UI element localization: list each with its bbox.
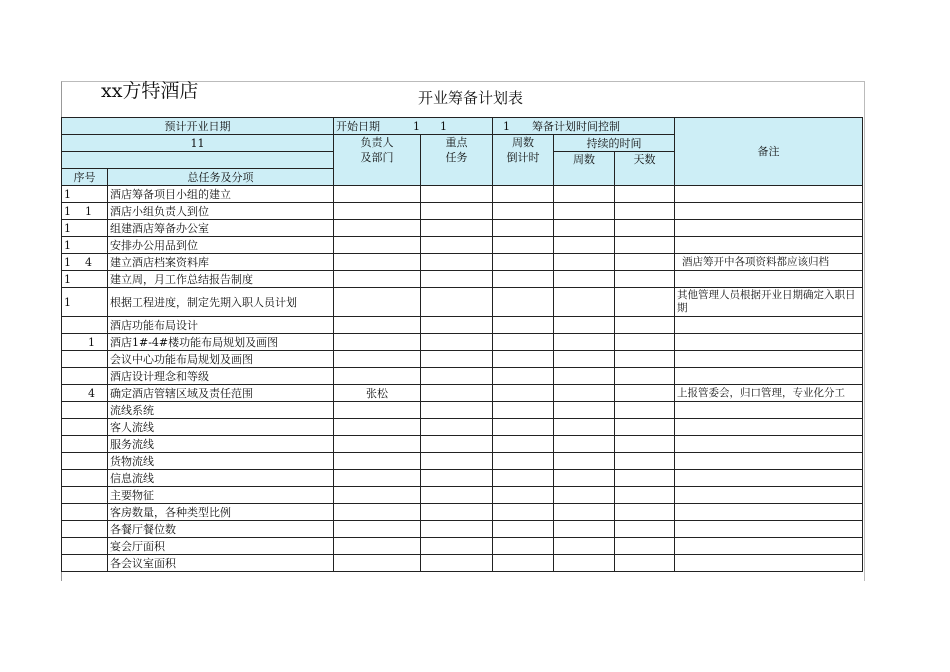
weeks-countdown-cell[interactable] [493,334,554,351]
focus-cell[interactable] [421,504,493,521]
task-cell[interactable]: 宴会厅面积 [108,538,334,555]
focus-cell[interactable] [421,487,493,504]
remark-cell[interactable] [675,220,863,237]
weeks-cell[interactable] [554,237,615,254]
focus-cell[interactable] [421,470,493,487]
seq-cell[interactable] [62,368,108,385]
focus-cell[interactable] [421,453,493,470]
focus-label-line1: 重点 [445,136,468,149]
focus-cell[interactable] [421,385,493,402]
remark-cell[interactable] [675,334,863,351]
remark-cell[interactable] [675,504,863,521]
start-date-cell[interactable] [334,118,493,135]
seq-cell[interactable]: 1 4 [62,254,108,271]
focus-cell[interactable] [421,436,493,453]
weeks-cell[interactable] [554,504,615,521]
weeks-cell[interactable] [554,487,615,504]
plan-title: 开业筹备计划表 [418,89,524,107]
owner-cell[interactable] [334,203,421,220]
start-date-v1: 1 [413,119,420,133]
table-row [62,351,863,368]
weeks-cell[interactable] [554,470,615,487]
task-cell[interactable]: 根据工程进度，制定先期入职人员计划 [108,288,334,317]
seq-cell[interactable] [62,504,108,521]
days-cell[interactable] [615,254,675,271]
days-cell[interactable] [615,555,675,572]
owner-cell[interactable] [334,453,421,470]
focus-cell[interactable] [421,521,493,538]
weeks-countdown-cell[interactable] [493,351,554,368]
owner-cell[interactable] [334,334,421,351]
weeks-cell[interactable] [554,555,615,572]
weeks-cell[interactable] [554,186,615,203]
weeks-countdown-cell[interactable] [493,453,554,470]
weeks-cell[interactable] [554,317,615,334]
remark-cell[interactable] [675,521,863,538]
task-cell[interactable]: 服务流线 [108,436,334,453]
owner-cell[interactable] [334,521,421,538]
weeks-countdown-line1: 周数 [512,136,534,149]
head-row-1 [62,118,863,135]
task-cell[interactable]: 各餐厅餐位数 [108,521,334,538]
weeks-countdown-cell[interactable] [493,288,554,317]
focus-cell[interactable] [421,555,493,572]
task-cell[interactable]: 主要物征 [108,487,334,504]
task-cell[interactable]: 建立周，月工作总结报告制度 [108,271,334,288]
focus-cell[interactable] [421,186,493,203]
weeks-countdown-cell[interactable] [493,436,554,453]
seq-cell[interactable] [62,538,108,555]
weeks-countdown-line2: 倒计时 [506,151,540,164]
owner-cell[interactable] [334,271,421,288]
focus-cell[interactable] [421,368,493,385]
weeks-cell[interactable] [554,368,615,385]
remark-cell[interactable] [675,368,863,385]
owner-cell[interactable] [334,555,421,572]
duration-header[interactable]: 持续的时间 [554,135,675,152]
seq-cell[interactable] [62,453,108,470]
hotel-name: xx方特酒店 [101,80,199,102]
days-cell[interactable] [615,419,675,436]
table-row [62,254,863,271]
table-row [62,453,863,470]
days-cell[interactable] [615,186,675,203]
seq-cell[interactable]: 1 [62,271,108,288]
focus-cell[interactable] [421,288,493,317]
owner-cell[interactable] [334,254,421,271]
task-cell[interactable]: 客房数量，各种类型比例 [108,504,334,521]
weeks-cell[interactable] [554,203,615,220]
table-row [62,186,863,203]
remark-cell[interactable] [675,487,863,504]
days-cell[interactable] [615,288,675,317]
table-row [62,487,863,504]
remark-cell[interactable] [675,186,863,203]
owner-cell[interactable] [334,186,421,203]
table-row [62,555,863,572]
remark-cell[interactable] [675,538,863,555]
weeks-countdown-cell[interactable] [493,254,554,271]
weeks-countdown-cell[interactable] [493,368,554,385]
days-cell[interactable] [615,220,675,237]
days-cell[interactable] [615,453,675,470]
seq-cell[interactable] [62,351,108,368]
remark-cell[interactable] [675,237,863,254]
table-row [62,402,863,419]
days-cell[interactable] [615,402,675,419]
table-row [62,538,863,555]
task-cell[interactable]: 信息流线 [108,470,334,487]
task-cell[interactable]: 酒店功能布局设计 [108,317,334,334]
days-cell[interactable] [615,521,675,538]
expected-open-value[interactable]: 11 [62,135,334,152]
seq-cell[interactable] [62,317,108,334]
owner-cell[interactable] [334,220,421,237]
focus-label-line2: 任务 [445,151,468,164]
seq-cell[interactable]: 4 [62,385,108,402]
seq-cell[interactable] [62,419,108,436]
owner-cell[interactable] [334,436,421,453]
weeks-header[interactable]: 周数 [554,152,615,186]
weeks-cell[interactable] [554,288,615,317]
task-cell[interactable]: 酒店1#-4#楼功能布局规划及画图 [108,334,334,351]
table-row [62,504,863,521]
start-date-label: 开始日期 [336,119,380,133]
focus-cell[interactable] [421,317,493,334]
task-header[interactable]: 总任务及分项 [108,169,334,186]
weeks-countdown-cell[interactable] [493,385,554,402]
seq-cell[interactable] [62,487,108,504]
days-cell[interactable] [615,203,675,220]
remark-cell[interactable]: 酒店筹开中各项资料都应该归档 [675,254,863,271]
owner-label-line1: 负责人 [360,136,394,149]
weeks-cell[interactable] [554,271,615,288]
seq-cell[interactable] [62,521,108,538]
table-row [62,271,863,288]
weeks-countdown-cell[interactable] [493,237,554,254]
weeks-countdown-cell[interactable] [493,419,554,436]
seq-header[interactable]: 序号 [62,169,108,186]
owner-cell[interactable] [334,237,421,254]
table-row [62,368,863,385]
days-cell[interactable] [615,504,675,521]
days-cell[interactable] [615,470,675,487]
owner-cell[interactable] [334,419,421,436]
owner-cell[interactable] [334,288,421,317]
task-cell[interactable]: 货物流线 [108,453,334,470]
weeks-cell[interactable] [554,351,615,368]
focus-cell[interactable] [421,419,493,436]
weeks-countdown-cell[interactable] [493,220,554,237]
focus-cell[interactable] [421,351,493,368]
owner-header[interactable] [334,135,421,186]
seq-cell[interactable] [62,436,108,453]
weeks-countdown-cell[interactable] [493,521,554,538]
table-row [62,220,863,237]
days-cell[interactable] [615,487,675,504]
focus-cell[interactable] [421,538,493,555]
owner-cell[interactable] [334,317,421,334]
task-cell[interactable]: 酒店筹备项目小组的建立 [108,186,334,203]
owner-cell[interactable] [334,504,421,521]
remarks-header[interactable]: 备注 [675,118,863,186]
weeks-countdown-cell[interactable] [493,538,554,555]
owner-cell[interactable] [334,402,421,419]
seq-cell[interactable]: 1 [62,237,108,254]
weeks-cell[interactable] [554,538,615,555]
days-cell[interactable] [615,237,675,254]
focus-cell[interactable] [421,203,493,220]
weeks-countdown-cell[interactable] [493,470,554,487]
focus-cell[interactable] [421,271,493,288]
task-cell[interactable]: 安排办公用品到位 [108,237,334,254]
days-cell[interactable] [615,351,675,368]
table-row [62,419,863,436]
time-control-cell[interactable] [493,118,675,135]
task-cell[interactable]: 会议中心功能布局规划及画图 [108,351,334,368]
weeks-countdown-cell[interactable] [493,555,554,572]
task-cell[interactable]: 流线系统 [108,402,334,419]
expected-open-label[interactable]: 预计开业日期 [62,118,334,135]
table-row [62,436,863,453]
weeks-cell[interactable] [554,334,615,351]
focus-cell[interactable] [421,402,493,419]
owner-label-line2: 及部门 [360,151,394,164]
remark-cell[interactable]: 其他管理人员根据开业日期确定入职日期 [675,288,863,317]
weeks-cell[interactable] [554,419,615,436]
remark-cell[interactable] [675,271,863,288]
weeks-cell[interactable] [554,220,615,237]
table-row [62,237,863,254]
weeks-countdown-cell[interactable] [493,203,554,220]
weeks-countdown-cell[interactable] [493,504,554,521]
table-row [62,521,863,538]
seq-cell[interactable] [62,470,108,487]
remark-cell[interactable] [675,555,863,572]
days-cell[interactable] [615,538,675,555]
remark-cell[interactable] [675,351,863,368]
task-cell[interactable]: 组建酒店筹备办公室 [108,220,334,237]
seq-cell[interactable] [62,555,108,572]
weeks-countdown-cell[interactable] [493,271,554,288]
table-row [62,203,863,220]
table-row [62,334,863,351]
days-cell[interactable] [615,368,675,385]
focus-cell[interactable] [421,220,493,237]
seq-cell[interactable]: 1 [62,186,108,203]
weeks-countdown-cell[interactable] [493,317,554,334]
remark-cell[interactable] [675,453,863,470]
blank-header-cell[interactable] [62,152,334,169]
owner-cell[interactable] [334,351,421,368]
task-cell[interactable]: 酒店小组负责人到位 [108,203,334,220]
remark-cell[interactable] [675,203,863,220]
task-cell[interactable]: 客人流线 [108,419,334,436]
weeks-countdown-cell[interactable] [493,402,554,419]
owner-cell[interactable]: 张松 [334,385,421,402]
weeks-cell[interactable] [554,521,615,538]
start-date-v3: 1 [503,119,510,133]
weeks-countdown-header[interactable] [493,135,554,186]
task-cell[interactable]: 各会议室面积 [108,555,334,572]
remark-cell[interactable] [675,402,863,419]
owner-cell[interactable] [334,487,421,504]
remark-cell[interactable]: 上报管委会，归口管理，专业化分工 [675,385,863,402]
seq-cell[interactable]: 1 1 [62,203,108,220]
owner-cell[interactable] [334,368,421,385]
start-date-v2: 1 [440,119,447,133]
remark-cell[interactable] [675,317,863,334]
remark-cell[interactable] [675,419,863,436]
time-control-label: 筹备计划时间控制 [532,119,620,133]
remark-cell[interactable] [675,436,863,453]
weeks-cell[interactable] [554,254,615,271]
weeks-cell[interactable] [554,453,615,470]
days-header[interactable]: 天数 [615,152,675,186]
days-cell[interactable] [615,385,675,402]
focus-header[interactable] [421,135,493,186]
days-cell[interactable] [615,317,675,334]
owner-cell[interactable] [334,538,421,555]
table-row [62,470,863,487]
task-cell[interactable]: 建立酒店档案资料库 [108,254,334,271]
weeks-cell[interactable] [554,385,615,402]
focus-cell[interactable] [421,237,493,254]
days-cell[interactable] [615,436,675,453]
seq-cell[interactable]: 1 [62,220,108,237]
days-cell[interactable] [615,271,675,288]
focus-cell[interactable] [421,254,493,271]
days-cell[interactable] [615,334,675,351]
seq-cell[interactable] [62,402,108,419]
plan-table [61,117,863,572]
weeks-cell[interactable] [554,402,615,419]
table-row [62,288,863,317]
seq-cell[interactable]: 1 [62,334,108,351]
table-row [62,385,863,402]
task-cell[interactable]: 酒店设计理念和等级 [108,368,334,385]
weeks-cell[interactable] [554,436,615,453]
task-cell[interactable]: 确定酒店管辖区域及责任范围 [108,385,334,402]
weeks-countdown-cell[interactable] [493,487,554,504]
table-row [62,317,863,334]
weeks-countdown-cell[interactable] [493,186,554,203]
remark-cell[interactable] [675,470,863,487]
seq-cell[interactable]: 1 [62,288,108,317]
task-rows [62,186,863,572]
owner-cell[interactable] [334,470,421,487]
focus-cell[interactable] [421,334,493,351]
